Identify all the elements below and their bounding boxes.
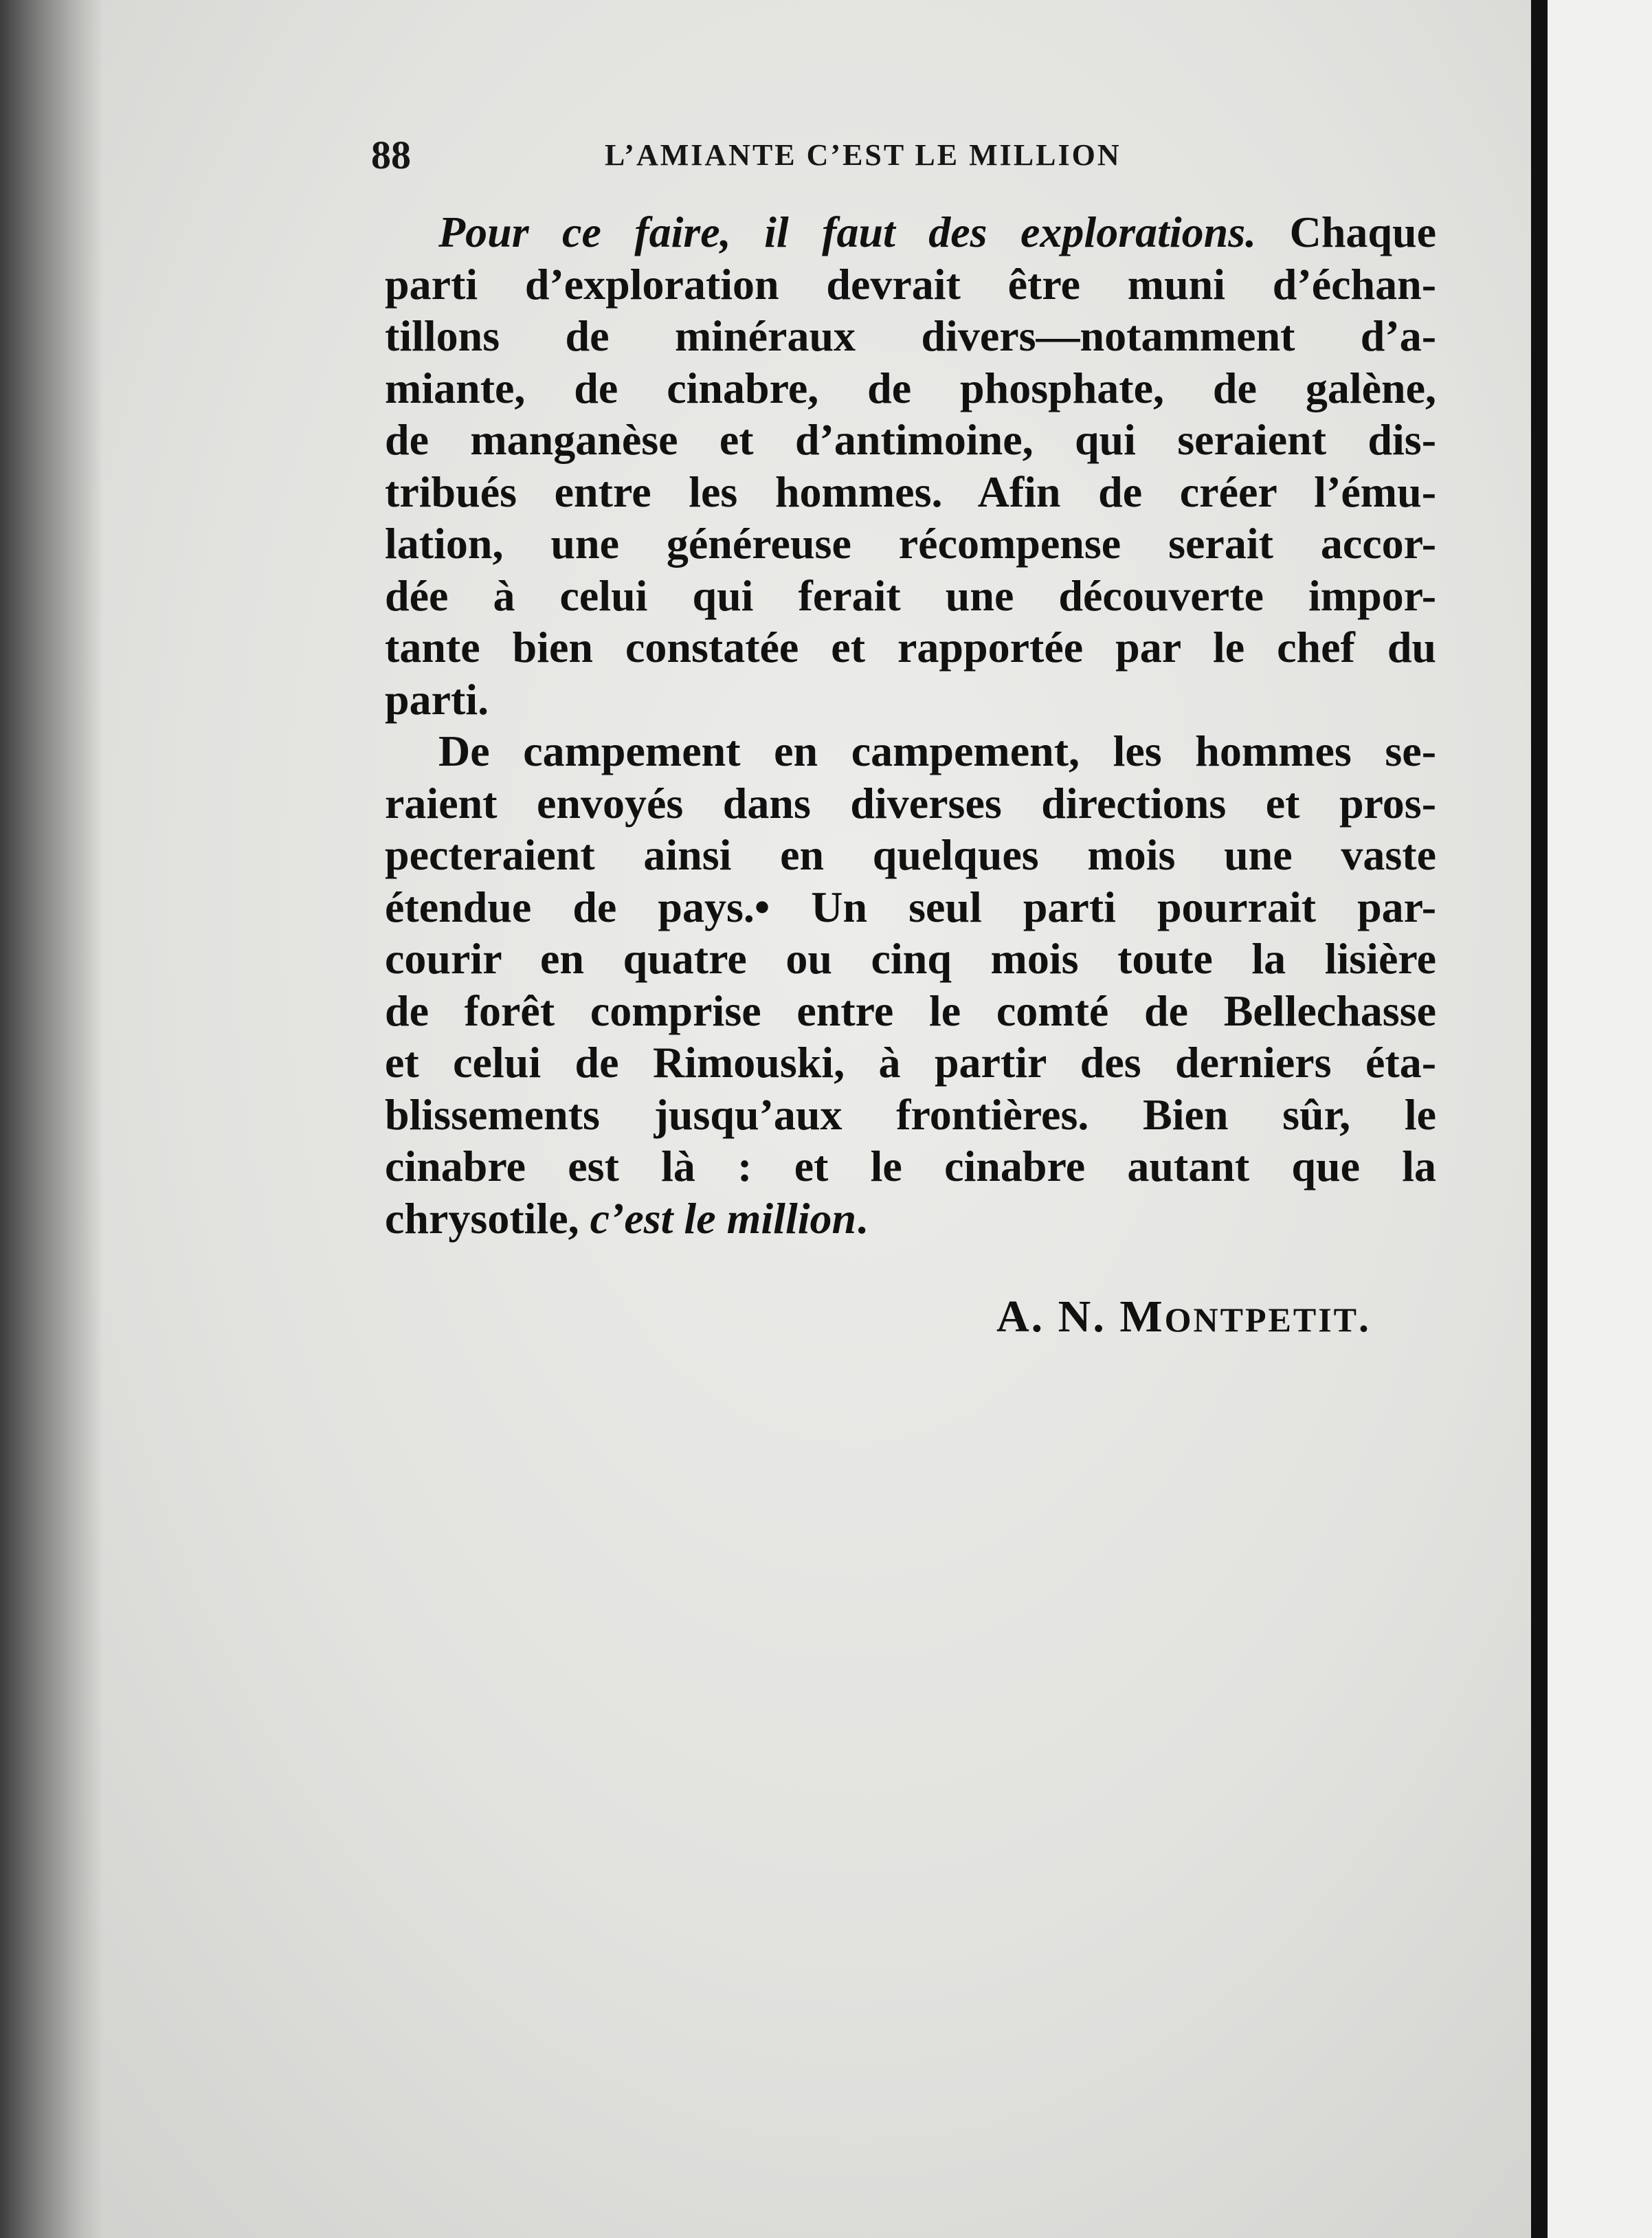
text-line: raient envoyés dans diverses directions et pros- <box>385 778 1436 828</box>
signature-surname: ONTPETIT <box>1164 1300 1359 1339</box>
text-line: blissements jusqu’aux frontières. Bien sûr, le <box>385 1089 1436 1139</box>
running-head: L’AMIANTE C’EST LE MILLION <box>605 138 1121 172</box>
text-line: et celui de Rimouski, à partir des derniers éta- <box>385 1038 1436 1087</box>
body-text <box>385 206 1436 1244</box>
book-gutter-edge <box>0 0 103 2238</box>
text-line: lation, une généreuse récompense serait accor- <box>385 519 1436 568</box>
text-line: courir en quatre ou cinq mois toute la lisière <box>385 934 1436 983</box>
text-line: cinabre est là : et le cinabre autant que la <box>385 1142 1436 1190</box>
text-line: miante, de cinabre, de phosphate, de galène, <box>385 363 1436 412</box>
page-number: 88 <box>371 133 411 177</box>
text-line: De campement en campement, les hommes se- <box>438 727 1436 775</box>
italic-phrase: c’est le million <box>590 1193 857 1243</box>
text-line: tante bien constatée et rapportée par le chef du <box>385 623 1436 672</box>
page-header <box>371 132 1278 180</box>
signature-initials: A. N. M <box>996 1292 1165 1342</box>
text-line: étendue de pays.• Un seul parti pourrait par- <box>385 882 1436 931</box>
text-line: parti d’exploration devrait être muni d’échan- <box>385 259 1436 309</box>
paragraph-1 <box>385 206 1436 725</box>
text-line: tillons de minéraux divers—notamment d’a- <box>385 311 1436 360</box>
page-edge-shadow <box>1531 0 1548 2238</box>
text-line: dée à celui qui ferait une découverte impor- <box>385 570 1436 620</box>
author-signature: A. N. MONTPETIT. <box>996 1292 1372 1342</box>
text-line: Pour ce faire, il faut des explorations. Chaque <box>438 208 1436 256</box>
scan-margin <box>1548 0 1652 2238</box>
text-line: chrysotile, c’est le million. <box>385 1193 868 1243</box>
text-line: tribués entre les hommes. Afin de créer l’ému- <box>385 467 1436 516</box>
text-line: pecteraient ainsi en quelques mois une vaste <box>385 830 1436 879</box>
text-line: de forêt comprise entre le comté de Bellechasse <box>385 986 1436 1035</box>
text-line: parti. <box>385 674 489 724</box>
text-line: de manganèse et d’antimoine, qui seraient dis- <box>385 415 1436 464</box>
italic-phrase: Pour ce faire, il faut des explorations. <box>438 208 1257 256</box>
paragraph-2 <box>385 725 1436 1244</box>
